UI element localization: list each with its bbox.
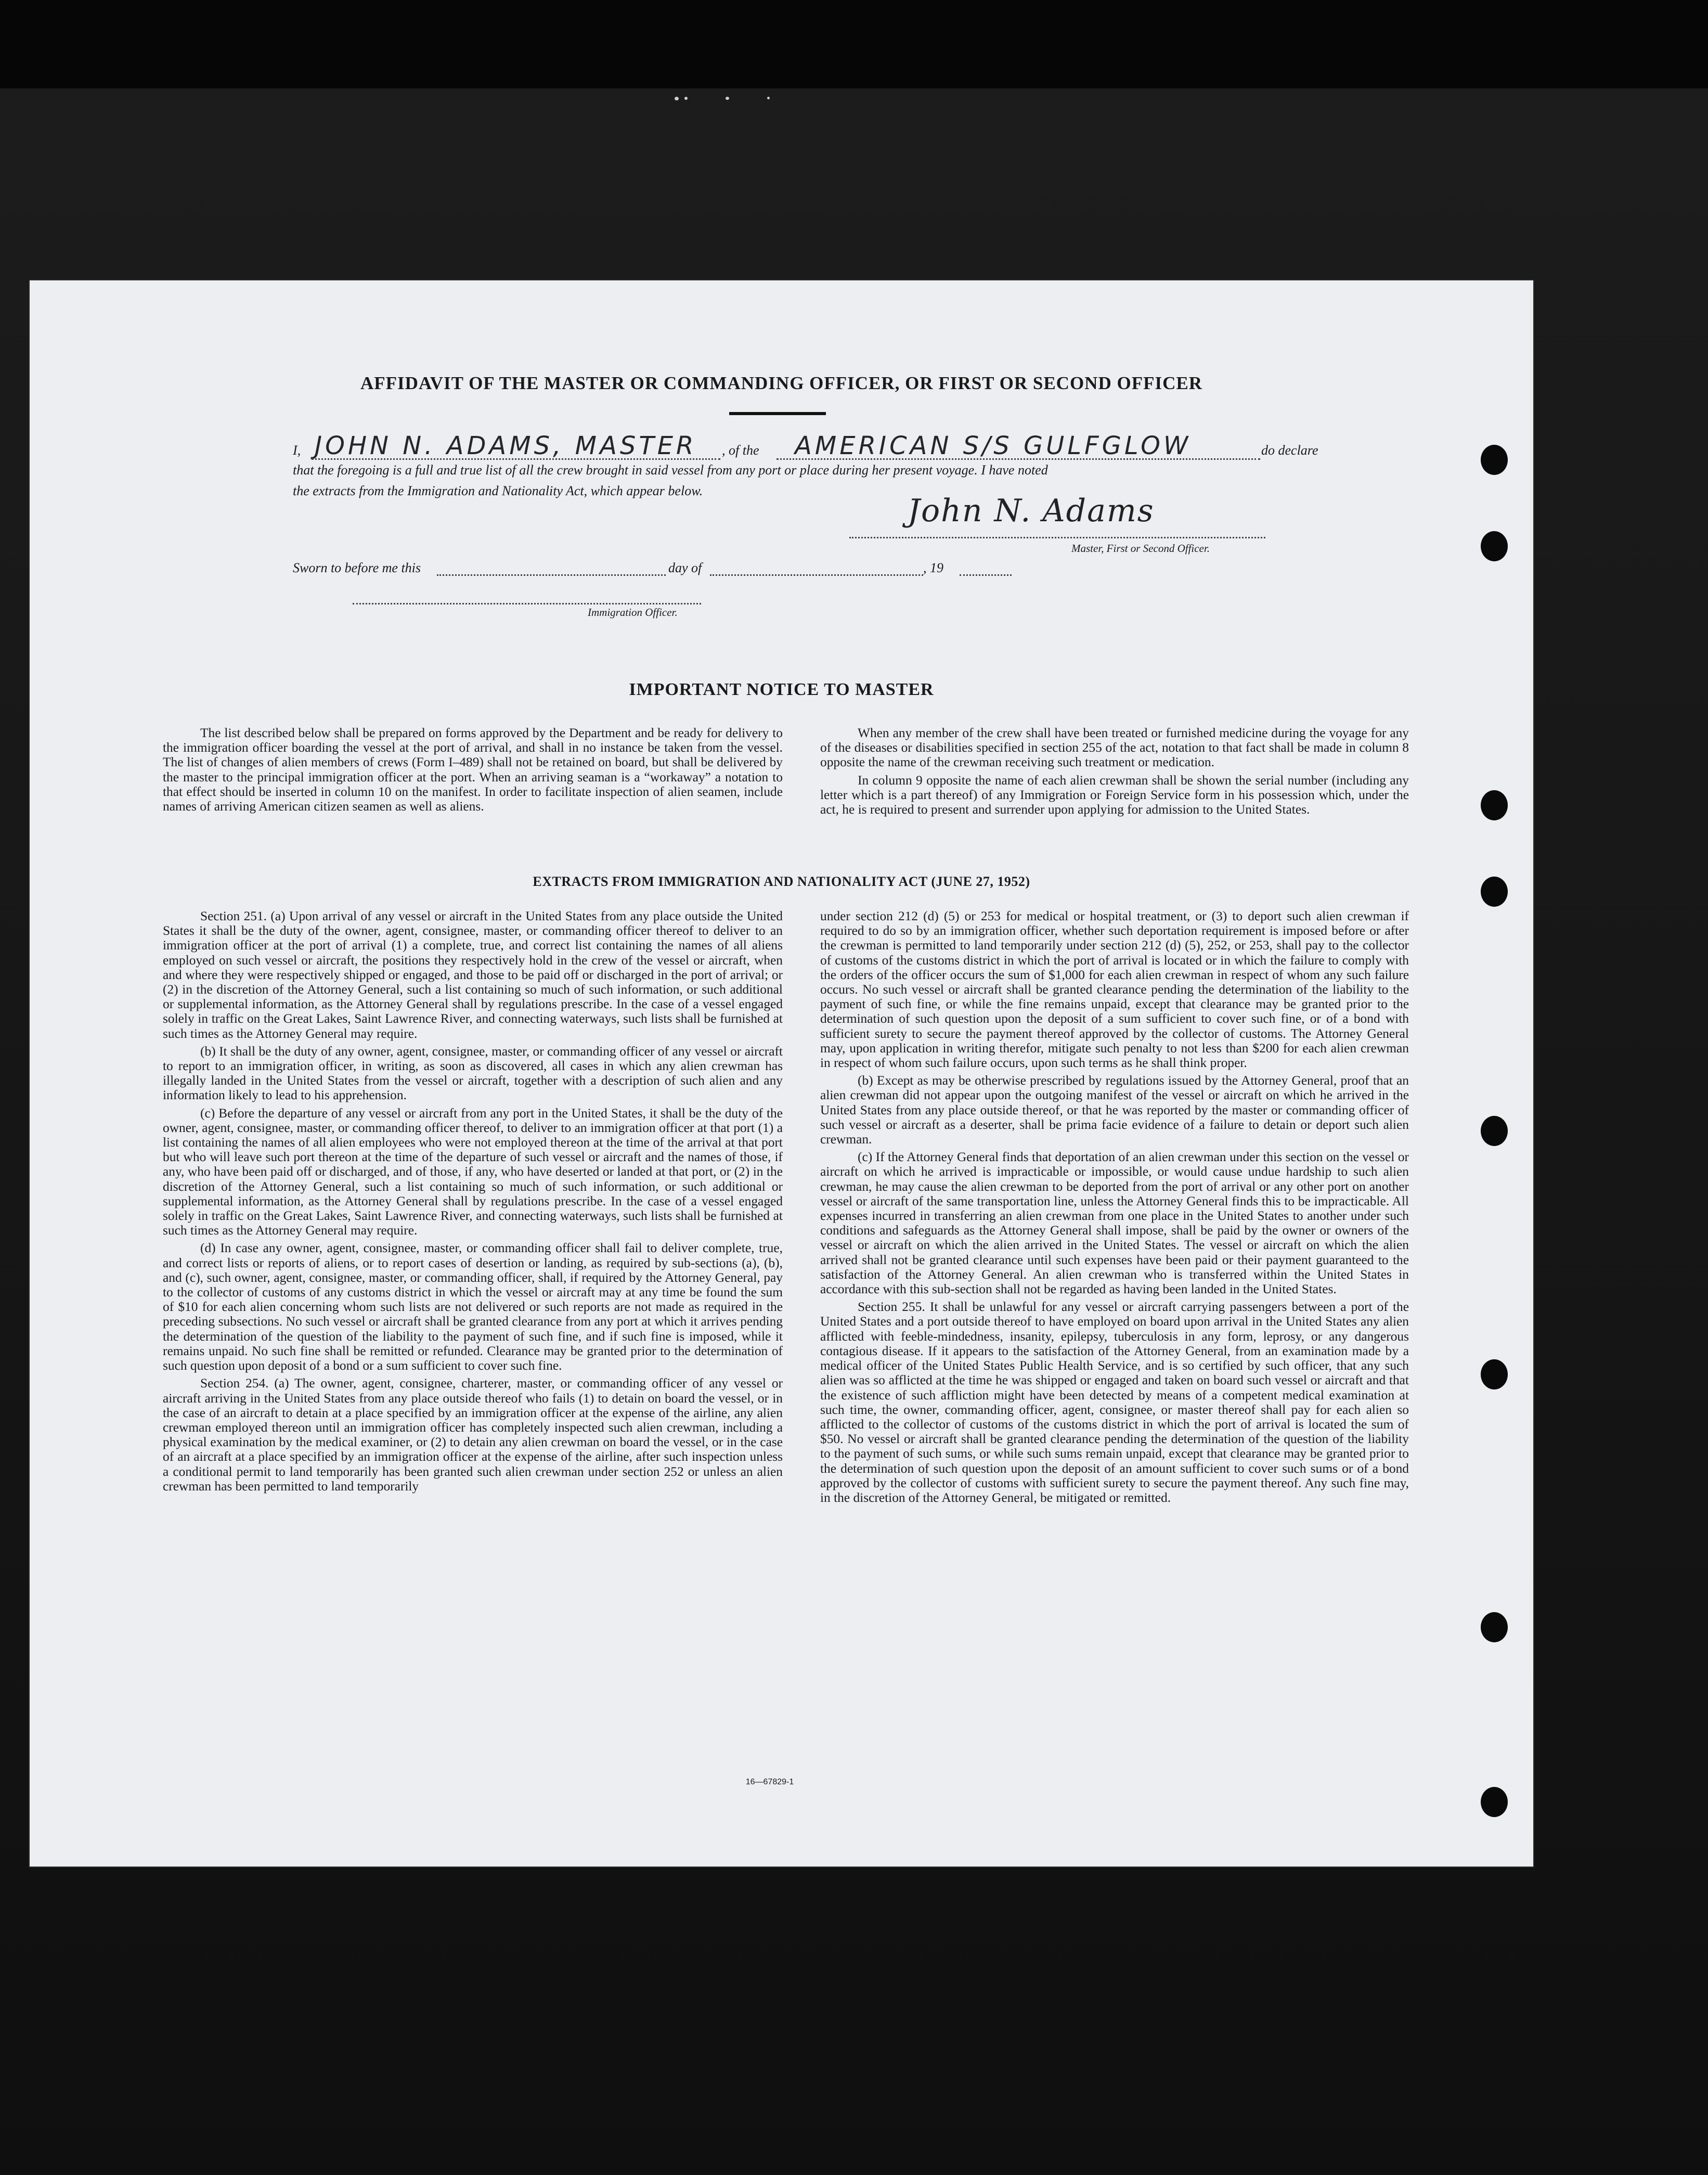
sworn-day-dotted-line xyxy=(437,574,666,576)
section-251a: Section 251. (a) Upon arrival of any vessel or aircraft in the United States from any place outside the United States it shall be the duty of the owner, agent, consignee, master, or commanding officer thereof to deliver to an immigration officer at the port of arrival (1) a complete, true, and correct list containing the names of all aliens employed on such vessel or aircraft, the positions they respectively hold in the crew of the vessel or aircraft, when and where they were respectively shipped or engaged, and those to be paid off or discharged in the port of arrival; or (2) in the discretion of the Attorney General, such a list containing so much of such information, or such additional or supplemental information, as the Attorney General shall by regulations prescribe. In the case of a vessel engaged solely in traffic on the Great Lakes, Saint Lawrence River, and connecting waterways, such lists shall be furnished at such times as the Attorney General may require. xyxy=(163,909,783,1041)
section-254a-continued: under section 212 (d) (5) or 253 for medical or hospital treatment, or (3) to deport such alien crewman if required to do so by an immigration officer, whether such deportation requirement is imposed before or after the crewman is permitted to land temporarily under section 212 (d) (5), 252, or 253, shall pay to the collector of customs of the customs district in which the port of arrival is located or in which the failure to comply with the orders of the officer occurs the sum of $1,000 for each alien crewman in respect of whom any such failure occurs. No such vessel or aircraft shall be granted clearance pending the determination of the liability to the payment of such fine, or while the fine remains unpaid, except that clearance may be granted prior to the determination of such question upon the deposit of a sum sufficient to cover such fine, or of a bond with sufficient surety to secure the payment thereof approved by the collector of customs. The Attorney General may, upon application in writing therefor, mitigate such penalty to not less than $200 for each alien crewman in respect of whom such failure occurs, upon such terms as he shall think proper. xyxy=(820,909,1409,1071)
section-254c: (c) If the Attorney General finds that deportation of an alien crewman under this section on the vessel or aircraft on which he arrived is impracticable or impossible, or would cause undue hardship to such alien crewman, he may cause the alien crewman to be deported from the port of arrival or any other port on another vessel or aircraft of the same transportation line, unless the Attorney General finds this to be impracticable. All expenses incurred in transferring an alien crewman from one place in the United States to another under such conditions and safeguards as the Attorney General shall impose, shall be paid by the owner or owners of the vessel or aircraft on which the alien arrived in the United States. The vessel or aircraft on which the alien arrived shall not be granted clearance until such expenses have been paid or their payment guaranteed to the satisfaction of the Attorney General. An alien crewman who is transferred within the United States in accordance with this sub-section shall not be regarded as having been landed in the United States. xyxy=(820,1150,1409,1297)
section-251c: (c) Before the departure of any vessel or aircraft from any port in the United States, it shall be the duty of the owner, agent, consignee, master, or commanding officer thereof, to deliver to an immigration officer at that port (1) a list containing the names of all alien employees who were not employed thereon at the time of the arrival at that port but who will leave such port thereon at the time of the departure of such vessel or aircraft and the names of those, if any, who have been paid off or discharged, and of those, if any, who have deserted or landed at that port, or (2) in the discretion of the Attorney General, such a list containing so much of such information, or such additional or supplemental information, as the Attorney General shall by regulations prescribe. In the case of a vessel engaged solely in traffic on the Great Lakes, Saint Lawrence River, and connecting waterways, such lists shall be furnished at such times as the Attorney General may require. xyxy=(163,1105,783,1238)
year-label: , 19 xyxy=(923,560,943,575)
declaration-line xyxy=(293,431,1318,467)
section-251d: (d) In case any owner, agent, consignee, master, or commanding officer shall fail to deliver complete, true, and correct lists or reports of aliens, or to report cases of desertion or landing, as required by sub-sections (a), (b), and (c), such owner, agent, consignee, master, or commanding officer, shall, if required by the Attorney General, pay to the collector of customs of any customs district in which the vessel or aircraft may at any time be found the sum of $10 for each alien concerning whom such lists are not delivered or such reports are not made as required in the preceding subsections. No such vessel or aircraft shall be granted clearance from any port at which it arrives pending the determination of the question of the liability to the payment of such fine, and if such fine is imposed, while it remains unpaid. No such fine shall be remitted or refunded. Clearance may be granted prior to the determination of such question upon deposit of a bond or a sum sufficient to cover such fine. xyxy=(163,1241,783,1373)
section-255: Section 255. It shall be unlawful for any vessel or aircraft carrying passengers between a port of the United States and a port outside thereof to have employed on board upon arrival in the United States any alien afflicted with feeble-mindedness, insanity, epilepsy, tuberculosis in any form, leprosy, or any dangerous contagious disease. If it appears to the satisfaction of the Attorney General, from an examination made by a medical officer of the United States Public Health Service, and is so certified by such officer, that any such alien was so afflicted at the time he was shipped or engaged and taken on board such vessel or aircraft and that the existence of such affliction might have been detected by means of a competent medical examination at such time, the owner, commanding officer, agent, consignee, or master thereof shall pay for each alien so afflicted to the collector of customs of the customs district in which the port of arrival is located the sum of $50. No vessel or aircraft shall be granted clearance pending the determination of the question of the liability to the payment of such sums, or while such sums remain unpaid, except that clearance may be granted prior to the determination of such question upon the deposit of an amount sufficient to cover such sums or of a bond approved by the collector of customs with sufficient surety to secure the payment thereof. Any such fine may, in the discretion of the Attorney General, be mitigated or remitted. xyxy=(820,1299,1409,1505)
document-page xyxy=(29,279,1534,1868)
day-of-label: day of xyxy=(668,560,702,575)
signature-caption: Master, First or Second Officer. xyxy=(1071,542,1210,555)
extracts-left-column xyxy=(163,909,783,1494)
declaration-line-3: the extracts from the Immigration and Nationality Act, which appear below. xyxy=(293,483,703,498)
master-signature: John N. Adams xyxy=(908,493,1155,529)
extracts-right-column xyxy=(820,909,1409,1505)
declaration-prefix: I, xyxy=(293,443,301,458)
sworn-year-dotted-line xyxy=(960,574,1012,576)
notice-left-paragraph: The list described below shall be prepared on forms approved by the Department and be ready for delivery to the immigration officer boarding the vessel at the port of arrival, and shall in no instance be taken from the vessel. The list of changes of alien members of crews (Form I–489) shall not be retained on board, but shall be delivered by the master to the principal immigration officer at the port. When an arriving seaman is a “workaway” a notation to that effect should be inserted in column 10 on the manifest. In order to facilitate inspection of alien seamen, include names of arriving American citizen seamen as well as aliens. xyxy=(163,726,783,814)
punch-hole xyxy=(1481,790,1508,820)
master-name-handwriting: JOHN N. ADAMS, MASTER xyxy=(315,431,697,460)
dust-speck xyxy=(684,97,688,100)
sworn-label: Sworn to before me this xyxy=(293,560,421,575)
of-the-label: , of the xyxy=(722,443,759,458)
notice-right-paragraph: In column 9 opposite the name of each alien crewman shall be shown the serial number (including any letter which is a part thereof) of any Immigration or Foreign Service form in his possession which, under the act, he is required to present and surrender upon applying for admission to the United States. xyxy=(820,773,1409,817)
extracts-title: EXTRACTS FROM IMMIGRATION AND NATIONALITY ACT (JUNE 27, 1952) xyxy=(533,874,1030,889)
do-declare-label: do declare xyxy=(1261,443,1318,458)
dust-speck xyxy=(726,97,729,100)
punch-hole xyxy=(1481,1359,1508,1389)
officer-caption: Immigration Officer. xyxy=(588,606,678,619)
officer-dotted-line xyxy=(353,603,701,604)
section-254a: Section 254. (a) The owner, agent, consignee, charterer, master, or commanding officer of any vessel or aircraft arriving in the United States from any place outside thereof who fails (1) to detain on board the vessel, or in the case of an aircraft to detain at a place specified by an immigration officer at the expense of the airline, any alien crewman employed thereon until an immigration officer has completely inspected such alien crewman, including a physical examination by the medical examiner, or (2) to detain any alien crewman on board the vessel, or in the case of an aircraft at a place specified by an immigration officer at the expense of the airline, after such inspection unless a conditional permit to land temporarily has been granted such alien crewman under section 252 or unless an alien crewman has been permitted to land temporarily xyxy=(163,1376,783,1494)
heading-rule xyxy=(729,412,826,415)
scan-border-top xyxy=(0,0,1708,88)
section-251b: (b) It shall be the duty of any owner, agent, consignee, master, or commanding officer of any vessel or aircraft to report to an immigration officer, in writing, as soon as discovered, all cases in which any alien crewman has illegally landed in the United States from the vessel or aircraft, together with a description of such alien and any information likely to lead to his apprehension. xyxy=(163,1044,783,1103)
punch-hole xyxy=(1481,531,1508,561)
notice-right-column xyxy=(820,726,1409,817)
notice-left-column xyxy=(163,726,783,814)
punch-hole xyxy=(1481,1787,1508,1817)
signature-dotted-line xyxy=(849,537,1265,538)
punch-hole xyxy=(1481,1612,1508,1642)
form-code: 16—67829-1 xyxy=(745,1778,794,1786)
vessel-dotted-line xyxy=(777,458,1260,460)
dust-speck xyxy=(767,97,770,99)
vessel-handwriting: AMERICAN S/S GULFGLOW xyxy=(795,431,1192,460)
declaration-line-2: that the foregoing is a full and true list of all the crew brought in said vessel from any port or place during her present voyage. I have noted xyxy=(293,462,1048,478)
dust-speck xyxy=(675,97,679,100)
sworn-month-dotted-line xyxy=(710,574,923,576)
punch-hole xyxy=(1481,1116,1508,1146)
section-254b: (b) Except as may be otherwise prescribed by regulations issued by the Attorney General, proof that an alien crewman did not appear upon the outgoing manifest of the vessel or aircraft on which he arrived in the United States from any place outside thereof, or that he was reported by the master or commanding officer of such vessel or aircraft as a deserter, shall be prima facie evidence of a failure to detain or deport such alien crewman. xyxy=(820,1073,1409,1147)
punch-hole xyxy=(1481,445,1508,475)
notice-title: IMPORTANT NOTICE TO MASTER xyxy=(629,680,934,699)
notice-right-paragraph: When any member of the crew shall have been treated or furnished medicine during the voyage for any of the diseases or disabilities specified in section 255 of the act, notation to that fact shall be made in column 8 opposite the name of the crewman receiving such treatment or medication. xyxy=(820,726,1409,770)
name-dotted-line xyxy=(312,458,720,460)
affidavit-title: AFFIDAVIT OF THE MASTER OR COMMANDING OFFICER, OR FIRST OR SECOND OFFICER xyxy=(360,373,1202,393)
